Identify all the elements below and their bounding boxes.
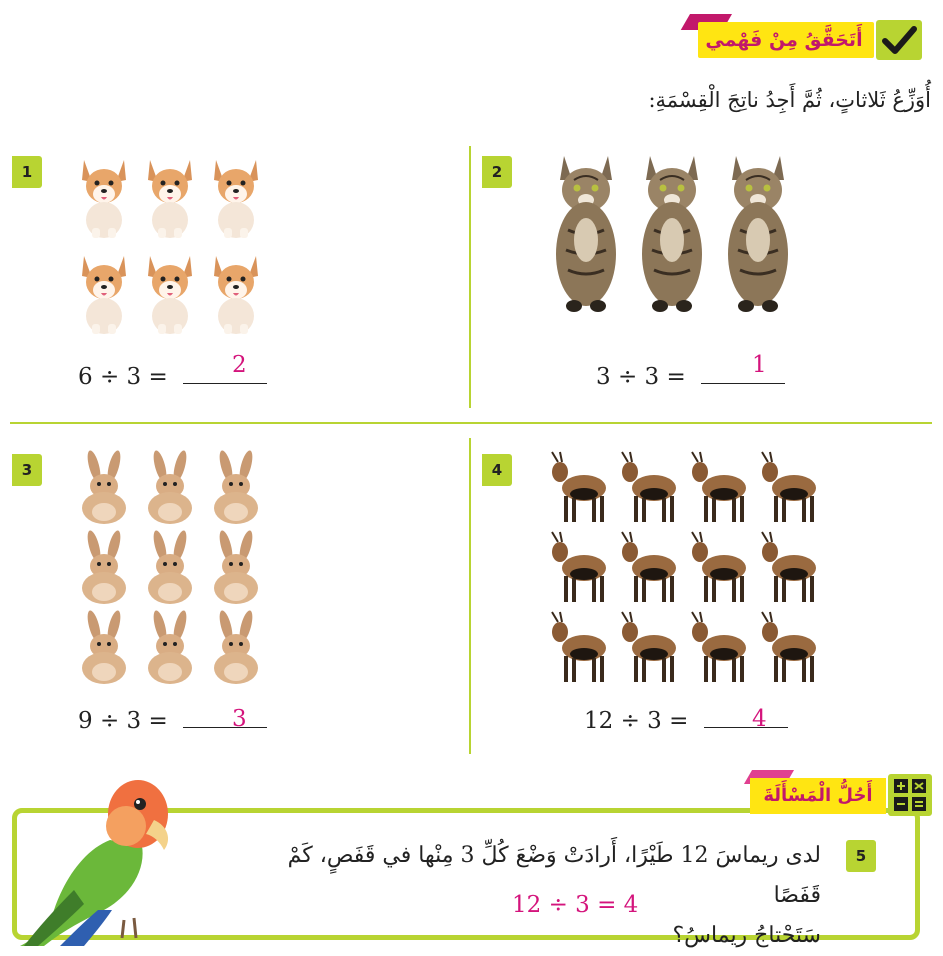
answer-2: 1 <box>752 352 767 378</box>
answer-1: 2 <box>232 352 247 378</box>
goat-image <box>686 610 756 690</box>
cat-image <box>718 150 804 320</box>
puppy-image <box>140 150 206 246</box>
rabbit-image <box>140 450 206 530</box>
goat-image <box>686 530 756 610</box>
goat-image <box>616 530 686 610</box>
rabbit-image <box>140 610 206 690</box>
rabbit-image <box>206 450 272 530</box>
question-number-4: 4 <box>482 454 512 486</box>
problem-line-1: لدى ريماسَ 12 طَيْرًا، أَرادَتْ وَضْعَ كُلِّ 3 مِنْها في قَفَصٍ، كَمْ قَفَصًا <box>287 843 821 908</box>
goat-image <box>616 610 686 690</box>
puppy-image <box>74 150 140 246</box>
problem-line-2: سَتَحْتاجُ ريماسُ؟ <box>672 923 821 948</box>
puppy-image <box>140 246 206 342</box>
lovebird-illustration <box>14 770 184 948</box>
answer-line-1 <box>183 382 267 384</box>
cat-image <box>632 150 718 320</box>
problem-section-title: أَحُلُّ الْمَسْأَلَةَ <box>763 785 873 806</box>
question-number-1: 1 <box>12 156 42 188</box>
answer-line-3 <box>183 726 267 728</box>
rabbit-image <box>74 450 140 530</box>
goat-image <box>546 610 616 690</box>
question-number-2: 2 <box>482 156 512 188</box>
rabbit-image <box>74 610 140 690</box>
puppy-image <box>206 150 272 246</box>
goat-image <box>616 450 686 530</box>
goat-image <box>686 450 756 530</box>
problem-section-badge <box>748 770 934 818</box>
checkmark-icon <box>876 20 922 60</box>
instruction-text: أُوَزِّعُ ثَلاثاتٍ، ثُمَّ أَجِدُ ناتِجَ الْقِسْمَةِ: <box>648 88 931 112</box>
rabbit-image <box>206 610 272 690</box>
answer-line-4 <box>704 726 788 728</box>
puppy-image <box>74 246 140 342</box>
rabbit-image <box>74 530 140 610</box>
cat-image <box>546 150 632 320</box>
cat-picture-grid <box>546 150 804 320</box>
goat-picture-grid <box>546 450 826 690</box>
vertical-divider-bottom <box>469 438 471 754</box>
horizontal-divider <box>10 422 932 424</box>
question-number-5: 5 <box>846 840 876 872</box>
calculator-icon <box>888 774 932 816</box>
goat-image <box>756 450 826 530</box>
goat-image <box>546 530 616 610</box>
equation-4-text: 12 ÷ 3 = <box>584 708 689 734</box>
equation-1-text: 6 ÷ 3 = <box>78 364 168 390</box>
answer-3: 3 <box>232 706 247 732</box>
goat-image <box>546 450 616 530</box>
puppy-picture-grid <box>74 150 272 342</box>
rabbit-image <box>140 530 206 610</box>
equation-3-text: 9 ÷ 3 = <box>78 708 168 734</box>
question-number-3: 3 <box>12 454 42 486</box>
goat-image <box>756 530 826 610</box>
problem-answer: 12 ÷ 3 = 4 <box>512 892 639 918</box>
rabbit-picture-grid <box>74 450 272 690</box>
answer-line-2 <box>701 382 785 384</box>
vertical-divider-top <box>469 146 471 408</box>
section-header-badge <box>690 14 930 62</box>
answer-4: 4 <box>752 706 767 732</box>
equation-2-text: 3 ÷ 3 = <box>596 364 686 390</box>
puppy-image <box>206 246 272 342</box>
section-title: أَتَحَقَّقُ مِنْ فَهْمي <box>705 29 863 51</box>
rabbit-image <box>206 530 272 610</box>
goat-image <box>756 610 826 690</box>
